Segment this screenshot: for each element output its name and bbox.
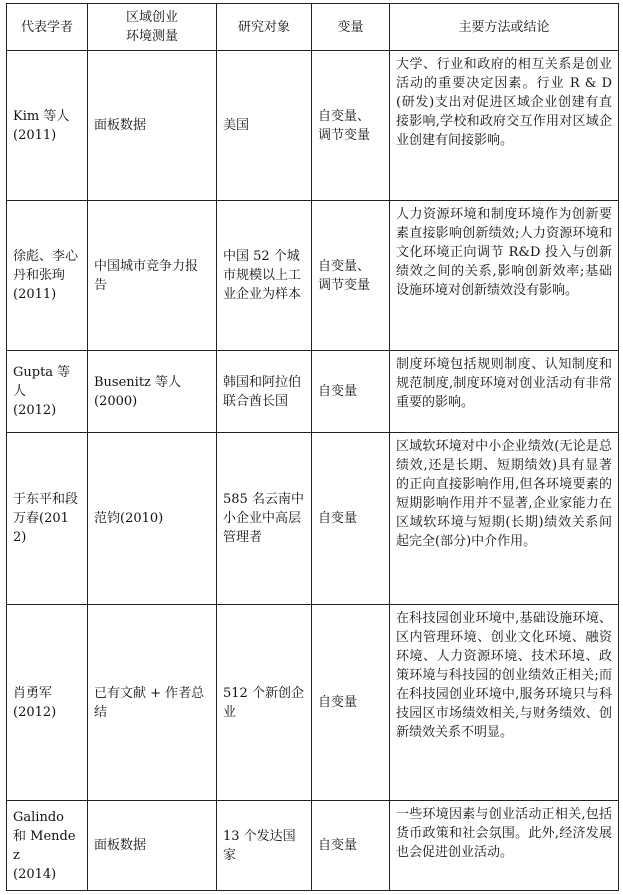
cell-scholar: 肖勇军 (2012): [7, 605, 88, 801]
header-row: [7, 4, 619, 51]
header-conclusion: 主要方法或结论: [390, 4, 619, 51]
cell-variable: 自变量、 调节变量: [312, 51, 390, 201]
cell-subject: 美国: [217, 51, 312, 201]
cell-subject: 中国 52 个城市规模以上工业企业为样本: [217, 201, 312, 351]
cell-variable: 自变量、 调节变量: [312, 201, 390, 351]
table-header: [7, 4, 619, 51]
table-row: [7, 201, 619, 351]
cell-subject: 585 名云南中小企业中高层管理者: [217, 433, 312, 605]
header-subject: 研究对象: [217, 4, 312, 51]
cell-scholar: Gupta 等人 (2012): [7, 351, 88, 433]
cell-variable: 自变量: [312, 801, 390, 891]
cell-conclusion: 人力资源环境和制度环境作为创新要素直接影响创新绩效;人力资源环境和文化环境正向调节 R&D 投入与创新绩效之间的关系,影响创新效率;基础设施环境对创新绩效没有影响。: [390, 201, 619, 351]
cell-conclusion: 制度环境包括规则制度、认知制度和规范制度,制度环境对创业活动有非常重要的影响。: [390, 351, 619, 433]
table-row: [7, 801, 619, 891]
table-row: [7, 433, 619, 605]
header-variable: 变量: [312, 4, 390, 51]
cell-measure: 已有文献 + 作者总结: [88, 605, 217, 801]
literature-table: [6, 3, 619, 891]
cell-conclusion: 区域软环境对中小企业绩效(无论是总绩效,还是长期、短期绩效)具有显著的正向直接影响作用,但各环境要素的短期影响作用并不显著,企业家能力在区域软环境与短期(长期)绩效关系间起完全(部分)中介作用。: [390, 433, 619, 605]
cell-measure: 面板数据: [88, 51, 217, 201]
cell-measure: 中国城市竞争力报告: [88, 201, 217, 351]
cell-measure: 范钧(2010): [88, 433, 217, 605]
cell-conclusion: 一些环境因素与创业活动正相关,包括货币政策和社会氛围。此外,经济发展也会促进创业活动。: [390, 801, 619, 891]
cell-variable: 自变量: [312, 605, 390, 801]
header-scholar: 代表学者: [7, 4, 88, 51]
cell-scholar: 于东平和段万春(2012): [7, 433, 88, 605]
cell-scholar: 徐彪、李心丹和张珣 (2011): [7, 201, 88, 351]
table-row: [7, 351, 619, 433]
table-row: [7, 605, 619, 801]
cell-variable: 自变量: [312, 433, 390, 605]
cell-subject: 韩国和阿拉伯联合酋长国: [217, 351, 312, 433]
table-row: [7, 51, 619, 201]
cell-subject: 13 个发达国家: [217, 801, 312, 891]
cell-conclusion: 大学、行业和政府的相互关系是创业活动的重要决定因素。行业 R & D(研发)支出对促进区域企业创建有直接影响,学校和政府交互作用对区域企业创建有间接影响。: [390, 51, 619, 201]
cell-conclusion: 在科技园创业环境中,基础设施环境、区内管理环境、创业文化环境、融资环境、人力资源环境、技术环境、政策环境与科技园的创业绩效正相关;而在科技园创业环境中,服务环境只与科技园区市场绩效相关,与财务绩效、创新绩效关系不明显。: [390, 605, 619, 801]
cell-subject: 512 个新创企业: [217, 605, 312, 801]
cell-scholar: Kim 等人 (2011): [7, 51, 88, 201]
table-body: [7, 51, 619, 891]
cell-measure: Busenitz 等人 (2000): [88, 351, 217, 433]
header-measure: 区域创业 环境测量: [88, 4, 217, 51]
cell-scholar: Galindo 和 Mendez (2014): [7, 801, 88, 891]
cell-variable: 自变量: [312, 351, 390, 433]
cell-measure: 面板数据: [88, 801, 217, 891]
